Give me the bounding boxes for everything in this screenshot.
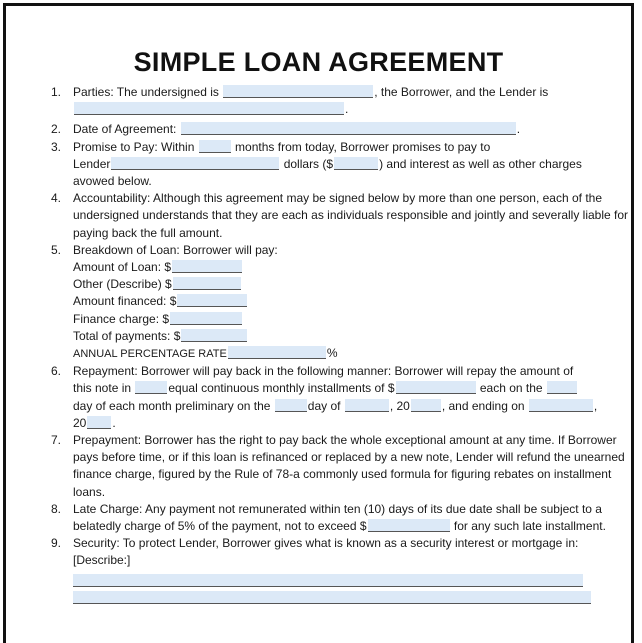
- clause-promise: [51, 139, 631, 191]
- apr-field[interactable]: [228, 346, 326, 359]
- payment-day-field[interactable]: [547, 381, 577, 394]
- clause-text: each on the: [476, 381, 546, 396]
- clause-text: Promise to Pay: Within: [73, 139, 198, 154]
- clause-text: this note in: [73, 381, 135, 396]
- clause-text: Breakdown of Loan: Borrower will pay:: [73, 242, 278, 257]
- clause-text: Late Charge: Any payment not remunerated within ten (10) days of its due date shall be subject to a belatedly charge of 5% of the payment, not to exceed $: [73, 501, 602, 534]
- clause-number: 4.: [51, 191, 62, 206]
- clause-text: .: [112, 415, 116, 430]
- percent-sign: %: [326, 346, 338, 361]
- amount-words-field[interactable]: [111, 157, 279, 170]
- start-year-field[interactable]: [411, 399, 441, 412]
- clause-late-charge: [51, 501, 631, 535]
- end-year-field[interactable]: [87, 416, 111, 429]
- finance-charge-label: Finance charge: $: [73, 311, 170, 326]
- clause-text: Repayment: Borrower will pay back in the following manner: Borrower will repay the amount of: [73, 364, 574, 379]
- clause-text: Accountability: Although this agreement may be signed below by more than one person, each of the undersigned understands that they are each as individuals responsible and jointly and severally liable for paying back the full amount.: [73, 191, 629, 240]
- months-field[interactable]: [199, 140, 231, 153]
- finance-charge-field[interactable]: [170, 312, 242, 325]
- clause-text: .: [516, 122, 521, 137]
- clause-number: 6.: [51, 364, 62, 379]
- clause-text: for any such late installment.: [450, 519, 606, 534]
- clause-number: 7.: [51, 433, 62, 448]
- amount-financed-label: Amount financed: $: [73, 294, 177, 309]
- late-charge-max-field[interactable]: [368, 519, 450, 532]
- installments-count-field[interactable]: [135, 381, 167, 394]
- clause-text: avowed below.: [73, 174, 152, 189]
- total-payments-field[interactable]: [181, 329, 247, 342]
- apr-label: ANNUAL PERCENTAGE RATE: [73, 348, 227, 361]
- amount-of-loan-label: Amount of Loan: $: [73, 260, 172, 275]
- clause-text: equal continuous monthly installments of $: [168, 381, 395, 396]
- other-describe-label: Other (Describe) $: [73, 277, 172, 292]
- clause-parties: [51, 84, 631, 118]
- clause-number: 3.: [51, 139, 62, 154]
- clause-text: , and ending on: [441, 398, 528, 413]
- clause-number: 8.: [51, 501, 62, 516]
- clause-repayment: [51, 363, 631, 432]
- clause-text: dollars ($: [280, 156, 334, 171]
- clause-text: Lender: [73, 156, 111, 171]
- clause-date: [51, 121, 631, 138]
- document-title: SIMPLE LOAN AGREEMENT: [133, 47, 504, 77]
- clause-number: 9.: [51, 536, 62, 551]
- clause-text: 20: [73, 415, 87, 430]
- total-payments-label: Total of payments: $: [73, 328, 181, 343]
- agreement-body: [51, 84, 631, 606]
- clause-prepayment: [51, 432, 631, 501]
- clause-text: months from today, Borrower promises to pay to: [231, 139, 491, 154]
- amount-financed-field[interactable]: [177, 294, 247, 307]
- clause-text: , 20: [389, 398, 410, 413]
- clause-text: .: [345, 102, 349, 117]
- agreement-date-field[interactable]: [181, 122, 516, 135]
- clause-text: ,: [593, 398, 598, 413]
- clause-number: 2.: [51, 122, 62, 137]
- lender-name-field[interactable]: [74, 102, 344, 115]
- security-describe-line-1[interactable]: [73, 574, 583, 587]
- clause-text: day of each month preliminary on the: [73, 398, 274, 413]
- clause-text: day of: [307, 398, 344, 413]
- amount-of-loan-field[interactable]: [172, 260, 242, 273]
- clause-text: ) and interest as well as other charges: [379, 156, 582, 171]
- clause-accountability: [51, 190, 631, 242]
- clause-text: , the Borrower, and the Lender is: [374, 85, 549, 99]
- clause-number: 1.: [51, 85, 62, 99]
- borrower-name-field[interactable]: [223, 85, 373, 98]
- clause-text: Parties: The undersigned is: [73, 85, 223, 99]
- clause-text: Date of Agreement:: [73, 122, 180, 137]
- amount-number-field[interactable]: [334, 157, 378, 170]
- clause-text: Prepayment: Borrower has the right to pay back the whole exceptional amount at any time. If Borrower pays before time, or if this loan is refinanced or replaced by a new note, Lender will refund the unearned finance charge, figured by the Rule of 78-a commonly used formula for figuring rebates on installment loans.: [73, 433, 625, 499]
- end-date-field[interactable]: [529, 399, 593, 412]
- document-page: [3, 3, 634, 643]
- other-describe-field[interactable]: [173, 277, 241, 290]
- start-day-field[interactable]: [275, 399, 307, 412]
- clause-breakdown: [51, 242, 631, 363]
- security-describe-line-2[interactable]: [73, 591, 591, 604]
- clause-security: [51, 535, 631, 603]
- clause-number: 5.: [51, 242, 62, 257]
- clause-text: Security: To protect Lender, Borrower gives what is known as a security interest or mortgage in: [Describe:]: [73, 536, 579, 568]
- installment-amount-field[interactable]: [396, 381, 476, 394]
- start-month-field[interactable]: [345, 399, 389, 412]
